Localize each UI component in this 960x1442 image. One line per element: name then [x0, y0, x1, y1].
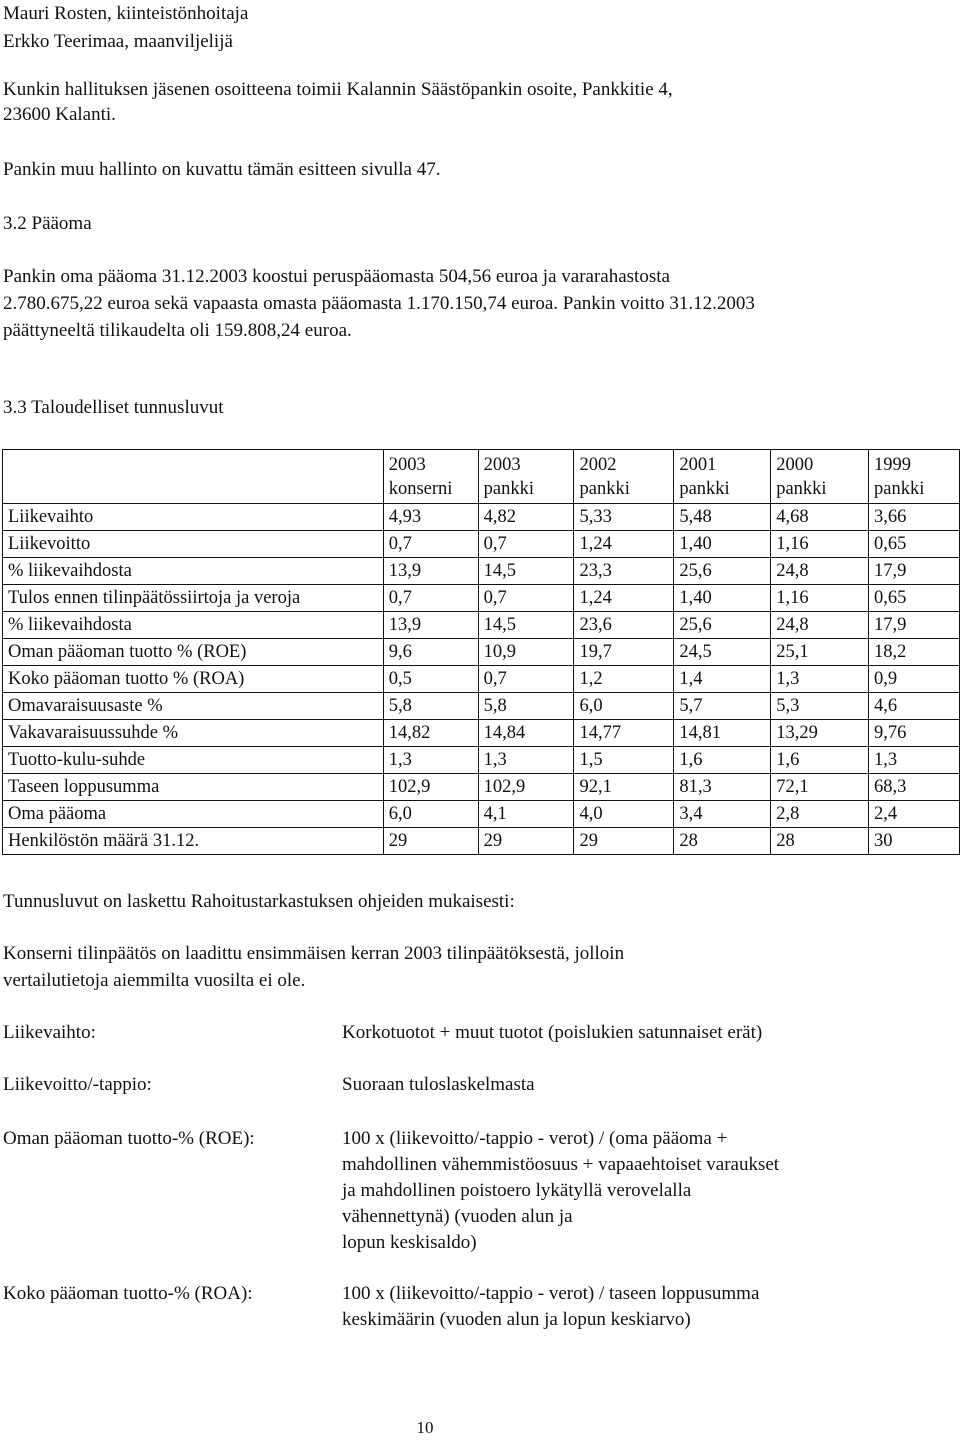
table-header-row — [3, 450, 960, 504]
table-cell: 1,24 — [574, 531, 674, 558]
table-cell: 92,1 — [574, 774, 674, 801]
table-cell: 4,68 — [771, 504, 869, 531]
basis-note: Tunnusluvut on laskettu Rahoitustarkastuksen ohjeiden mukaisesti: — [3, 891, 515, 912]
table-cell: 28 — [674, 828, 771, 855]
table-cell: 24,8 — [771, 558, 869, 585]
table-cell: 24,5 — [674, 639, 771, 666]
table-row — [3, 639, 960, 666]
column-header: 2003 konserni — [383, 450, 478, 504]
definition-text-roe: 100 x (liikevoitto/-tappio - verot) / (oma pääoma + mahdollinen vähemmistöosuus + vapaaehtoiset varaukset ja mahdollinen poistoero lykätyllä verovelalla vähennettynä) (vuoden alun ja lopun keskisaldo) — [342, 1128, 780, 1253]
table-cell: 0,9 — [869, 666, 960, 693]
table-cell: 1,2 — [574, 666, 674, 693]
table-cell: 2,8 — [771, 801, 869, 828]
row-label: Vakavaraisuussuhde % — [3, 720, 384, 747]
table-cell: 29 — [574, 828, 674, 855]
table-cell: 23,3 — [574, 558, 674, 585]
table-cell: 1,3 — [383, 747, 478, 774]
table-row — [3, 720, 960, 747]
table-cell: 30 — [869, 828, 960, 855]
table-cell: 4,0 — [574, 801, 674, 828]
table-cell: 1,4 — [674, 666, 771, 693]
table-cell: 6,0 — [383, 801, 478, 828]
table-cell: 0,7 — [383, 531, 478, 558]
table-cell: 3,66 — [869, 504, 960, 531]
table-cell: 72,1 — [771, 774, 869, 801]
column-header: 1999 pankki — [869, 450, 960, 504]
table-cell: 25,6 — [674, 558, 771, 585]
row-label: Henkilöstön määrä 31.12. — [3, 828, 384, 855]
table-cell: 4,93 — [383, 504, 478, 531]
address-paragraph-line: 23600 Kalanti. — [3, 104, 116, 125]
table-row — [3, 774, 960, 801]
column-header: 2002 pankki — [574, 450, 674, 504]
table-cell: 5,7 — [674, 693, 771, 720]
row-label: Liikevoitto — [3, 531, 384, 558]
table-cell: 17,9 — [869, 558, 960, 585]
table-cell: 4,1 — [478, 801, 574, 828]
table-cell: 14,84 — [478, 720, 574, 747]
table-cell: 1,16 — [771, 585, 869, 612]
table-cell: 0,7 — [383, 585, 478, 612]
table-cell: 14,77 — [574, 720, 674, 747]
table-row — [3, 585, 960, 612]
table-row — [3, 558, 960, 585]
table-cell: 4,6 — [869, 693, 960, 720]
board-member-line: Mauri Rosten, kiinteistönhoitaja — [3, 3, 249, 24]
table-cell: 13,9 — [383, 612, 478, 639]
table-cell: 5,8 — [383, 693, 478, 720]
header-blank-cell — [3, 450, 384, 504]
table-cell: 1,3 — [869, 747, 960, 774]
definition-label-liikevaihto: Liikevaihto: — [3, 1022, 96, 1043]
table-cell: 0,7 — [478, 531, 574, 558]
definition-label-roe: Oman pääoman tuotto-% (ROE): — [3, 1128, 255, 1149]
row-label: Liikevaihto — [3, 504, 384, 531]
table-cell: 81,3 — [674, 774, 771, 801]
table-cell: 28 — [771, 828, 869, 855]
table-cell: 24,8 — [771, 612, 869, 639]
table-cell: 14,5 — [478, 558, 574, 585]
table-row — [3, 666, 960, 693]
page-number: 10 — [416, 1418, 434, 1437]
address-paragraph-line: Kunkin hallituksen jäsenen osoitteena toimii Kalannin Säästöpankin osoite, Pankkitie 4, — [3, 79, 673, 100]
definition-text-liikevaihto: Korkotuotot + muut tuotot (poislukien satunnaiset erät) — [342, 1022, 763, 1043]
konserni-note-line: vertailutietoja aiemmilta vuosilta ei ole. — [3, 970, 306, 991]
column-header: 2003 pankki — [478, 450, 574, 504]
row-label: Koko pääoman tuotto % (ROA) — [3, 666, 384, 693]
financial-ratios-table — [2, 449, 960, 855]
table-cell: 18,2 — [869, 639, 960, 666]
table-cell: 10,9 — [478, 639, 574, 666]
row-label: Taseen loppusumma — [3, 774, 384, 801]
table-cell: 0,7 — [478, 585, 574, 612]
table-cell: 29 — [478, 828, 574, 855]
section-heading-paaoma: 3.2 Pääoma — [3, 213, 92, 234]
table-cell: 13,29 — [771, 720, 869, 747]
table-cell: 102,9 — [478, 774, 574, 801]
table-cell: 5,3 — [771, 693, 869, 720]
table-cell: 4,82 — [478, 504, 574, 531]
table-cell: 1,40 — [674, 531, 771, 558]
definition-label-roa: Koko pääoman tuotto-% (ROA): — [3, 1283, 253, 1304]
table-cell: 25,1 — [771, 639, 869, 666]
row-label: Tulos ennen tilinpäätössiirtoja ja veroja — [3, 585, 384, 612]
table-cell: 14,5 — [478, 612, 574, 639]
board-member-line: Erkko Teerimaa, maanviljelijä — [3, 31, 233, 52]
table-cell: 5,48 — [674, 504, 771, 531]
table-cell: 17,9 — [869, 612, 960, 639]
table-cell: 3,4 — [674, 801, 771, 828]
table-cell: 1,24 — [574, 585, 674, 612]
table-cell: 5,8 — [478, 693, 574, 720]
table-row — [3, 531, 960, 558]
column-header: 2000 pankki — [771, 450, 869, 504]
table-cell: 68,3 — [869, 774, 960, 801]
table-cell: 19,7 — [574, 639, 674, 666]
row-label: Omavaraisuusaste % — [3, 693, 384, 720]
table-row — [3, 612, 960, 639]
table-cell: 29 — [383, 828, 478, 855]
table-row — [3, 828, 960, 855]
table-cell: 0,65 — [869, 585, 960, 612]
table-cell: 25,6 — [674, 612, 771, 639]
definition-text-roa: 100 x (liikevoitto/-tappio - verot) / taseen loppusumma keskimäärin (vuoden alun ja lopun keskiarvo) — [342, 1283, 760, 1330]
row-label: Oman pääoman tuotto % (ROE) — [3, 639, 384, 666]
table-cell: 23,6 — [574, 612, 674, 639]
capital-paragraph-line: päättyneeltä tilikaudelta oli 159.808,24 euroa. — [3, 320, 352, 341]
table-cell: 5,33 — [574, 504, 674, 531]
column-header: 2001 pankki — [674, 450, 771, 504]
table-cell: 9,6 — [383, 639, 478, 666]
table-cell: 14,81 — [674, 720, 771, 747]
definition-text-liikevoitto: Suoraan tuloslaskelmasta — [342, 1074, 535, 1095]
table-row — [3, 747, 960, 774]
table-cell: 0,5 — [383, 666, 478, 693]
table-cell: 6,0 — [574, 693, 674, 720]
capital-paragraph-line: Pankin oma pääoma 31.12.2003 koostui peruspääomasta 504,56 euroa ja vararahastosta — [3, 266, 670, 287]
row-label: Tuotto-kulu-suhde — [3, 747, 384, 774]
capital-paragraph-line: 2.780.675,22 euroa sekä vapaasta omasta pääomasta 1.170.150,74 euroa. Pankin voitto 31.12.2003 — [3, 293, 755, 314]
definition-label-liikevoitto: Liikevoitto/-tappio: — [3, 1074, 152, 1095]
administration-note: Pankin muu hallinto on kuvattu tämän esitteen sivulla 47. — [3, 159, 441, 180]
table-cell: 14,82 — [383, 720, 478, 747]
table-cell: 1,40 — [674, 585, 771, 612]
row-label: Oma pääoma — [3, 801, 384, 828]
row-label: % liikevaihdosta — [3, 612, 384, 639]
table-cell: 0,7 — [478, 666, 574, 693]
table-cell: 1,6 — [771, 747, 869, 774]
table-cell: 0,65 — [869, 531, 960, 558]
table-cell: 1,3 — [771, 666, 869, 693]
table-cell: 1,6 — [674, 747, 771, 774]
table-row — [3, 693, 960, 720]
table-cell: 1,3 — [478, 747, 574, 774]
konserni-note-line: Konserni tilinpäätös on laadittu ensimmäisen kerran 2003 tilinpäätöksestä, jolloin — [3, 943, 625, 964]
table-cell: 102,9 — [383, 774, 478, 801]
table-row — [3, 504, 960, 531]
table-cell: 13,9 — [383, 558, 478, 585]
table-cell: 2,4 — [869, 801, 960, 828]
table-cell: 9,76 — [869, 720, 960, 747]
table-row — [3, 801, 960, 828]
section-heading-tunnusluvut: 3.3 Taloudelliset tunnusluvut — [3, 397, 224, 418]
table-cell: 1,16 — [771, 531, 869, 558]
row-label: % liikevaihdosta — [3, 558, 384, 585]
table-cell: 1,5 — [574, 747, 674, 774]
